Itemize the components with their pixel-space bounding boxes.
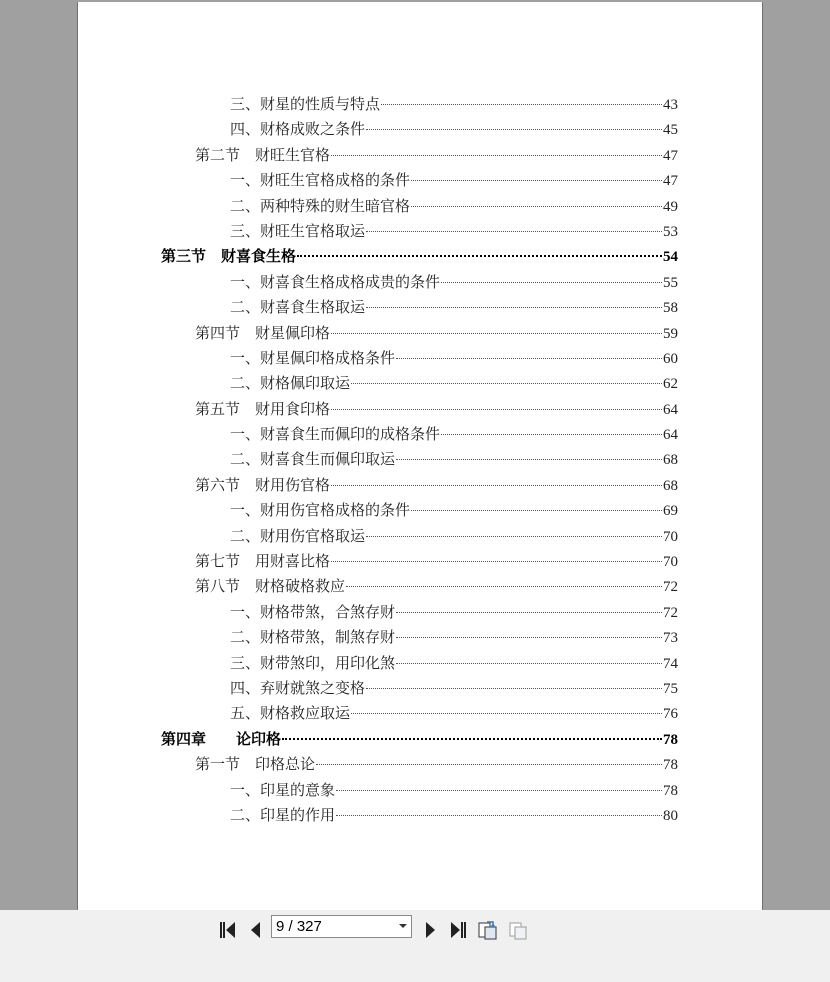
dot-leader <box>351 383 662 384</box>
dot-leader <box>411 510 662 511</box>
toc-entry[interactable] <box>78 625 762 650</box>
dot-leader <box>396 358 662 359</box>
toc-entry[interactable] <box>78 92 762 117</box>
dot-leader <box>441 434 662 435</box>
toc-entry[interactable] <box>78 651 762 676</box>
rotate-page-button[interactable] <box>476 918 500 942</box>
toc-entry-title: 一、财星佩印格成格条件 <box>230 348 396 367</box>
dot-leader <box>331 485 662 486</box>
toc-entry-page-number: 74 <box>663 655 678 672</box>
toc-entry[interactable] <box>78 447 762 472</box>
dot-leader <box>331 409 662 410</box>
toc-entry[interactable] <box>78 727 762 752</box>
toc-entry[interactable] <box>78 778 762 803</box>
toc-entry-title: 第六节 财用伤官格 <box>195 475 331 494</box>
toc-entry-title: 一、财喜食生格成格成贵的条件 <box>230 272 441 291</box>
toc-entry-title: 二、财格佩印取运 <box>230 374 351 393</box>
toc-entry-page-number: 76 <box>663 706 678 723</box>
toc-entry-page-number: 78 <box>663 731 678 748</box>
dot-leader <box>396 612 662 613</box>
toc-entry-page-number: 70 <box>663 528 678 545</box>
toc-entry[interactable] <box>78 803 762 828</box>
toc-entry-page-number: 69 <box>663 503 678 520</box>
toc-entry[interactable] <box>78 549 762 574</box>
toc-entry[interactable] <box>78 498 762 523</box>
toc-entry-page-number: 80 <box>663 807 678 824</box>
toc-entry-title: 四、弃财就煞之变格 <box>230 678 366 697</box>
dot-leader <box>366 536 662 537</box>
toc-entry-page-number: 60 <box>663 350 678 367</box>
dot-leader <box>411 206 662 207</box>
first-page-icon <box>218 920 238 940</box>
page-selector[interactable] <box>271 915 412 938</box>
toc-entry-page-number: 75 <box>663 680 678 697</box>
toc-entry-title: 一、财旺生官格成格的条件 <box>230 171 411 190</box>
toc-entry-page-number: 68 <box>663 477 678 494</box>
toc-entry-title: 第二节 财旺生官格 <box>195 145 331 164</box>
dot-leader <box>441 282 662 283</box>
toc-entry[interactable] <box>78 194 762 219</box>
toc-entry[interactable] <box>78 219 762 244</box>
toc-entry-title: 二、两种特殊的财生暗官格 <box>230 196 411 215</box>
toc-entry-page-number: 68 <box>663 452 678 469</box>
toc-entry-page-number: 55 <box>663 274 678 291</box>
toc-entry[interactable] <box>78 676 762 701</box>
toc-entry-page-number: 54 <box>663 249 678 266</box>
dot-leader <box>396 459 662 460</box>
toc-entry-title: 一、印星的意象 <box>230 780 336 799</box>
dot-leader <box>336 790 662 791</box>
toc-entry-title: 五、财格救应取运 <box>230 704 351 723</box>
toc-entry-title: 二、财喜食生格取运 <box>230 298 366 317</box>
toc-entry-title: 四、财格成败之条件 <box>230 120 366 139</box>
toc-entry-title: 一、财用伤官格成格的条件 <box>230 501 411 520</box>
rotate-page-icon <box>477 919 499 941</box>
toc-entry-title: 一、财喜食生而佩印的成格条件 <box>230 425 441 444</box>
toc-entry-title: 第五节 财用食印格 <box>195 399 331 418</box>
toc-entry-page-number: 78 <box>663 782 678 799</box>
toc-entry-title: 二、印星的作用 <box>230 805 336 824</box>
dot-leader <box>331 155 662 156</box>
toc-entry-page-number: 73 <box>663 630 678 647</box>
toc-entry-page-number: 70 <box>663 554 678 571</box>
dot-leader <box>316 764 662 765</box>
toc-entry-title: 第八节 财格破格救应 <box>195 577 346 596</box>
toc-entry-page-number: 62 <box>663 376 678 393</box>
toc-entry[interactable] <box>78 701 762 726</box>
last-page-icon <box>448 920 468 940</box>
toc-entry-title: 第三节 财喜食生格 <box>161 247 297 266</box>
toc-entry-title: 三、财旺生官格取运 <box>230 221 366 240</box>
toc-entry-page-number: 72 <box>663 604 678 621</box>
toc-entry-page-number: 59 <box>663 325 678 342</box>
chevron-down-icon <box>399 924 407 928</box>
toc-entry-page-number: 78 <box>663 757 678 774</box>
dot-leader <box>282 738 662 740</box>
previous-page-button[interactable] <box>244 918 268 942</box>
page-view-button[interactable] <box>506 918 530 942</box>
toc-entry-title: 第七节 用财喜比格 <box>195 552 331 571</box>
next-page-icon <box>420 920 440 940</box>
toc-entry[interactable] <box>78 117 762 142</box>
dot-leader <box>366 307 662 308</box>
toc-entry-title: 二、财格带煞，制煞存财 <box>230 628 396 647</box>
dot-leader <box>396 637 662 638</box>
toc-entry-page-number: 64 <box>663 401 678 418</box>
toc-entry-page-number: 53 <box>663 223 678 240</box>
toc-entry[interactable] <box>78 244 762 269</box>
toc-entry[interactable] <box>78 346 762 371</box>
dot-leader <box>331 561 662 562</box>
toc-entry[interactable] <box>78 143 762 168</box>
table-of-contents <box>78 92 762 828</box>
toc-entry-page-number: 72 <box>663 579 678 596</box>
toc-entry[interactable] <box>78 752 762 777</box>
toc-entry-title: 二、财用伤官格取运 <box>230 526 366 545</box>
toc-entry-page-number: 47 <box>663 147 678 164</box>
toc-entry-page-number: 64 <box>663 427 678 444</box>
dot-leader <box>366 129 662 130</box>
toc-entry[interactable] <box>78 270 762 295</box>
toc-entry[interactable] <box>78 422 762 447</box>
last-page-button[interactable] <box>446 918 470 942</box>
toc-entry[interactable] <box>78 321 762 346</box>
toc-entry-page-number: 47 <box>663 173 678 190</box>
toc-entry-page-number: 58 <box>663 300 678 317</box>
page-indicator: 9 / 327 <box>276 918 322 935</box>
toc-entry[interactable] <box>78 600 762 625</box>
document-page <box>77 2 763 910</box>
dot-leader <box>366 231 662 232</box>
toc-entry-title: 三、财星的性质与特点 <box>230 95 381 113</box>
toc-entry-title: 一、财格带煞，合煞存财 <box>230 602 396 621</box>
toc-entry-page-number: 43 <box>663 97 678 113</box>
toc-entry-page-number: 45 <box>663 122 678 139</box>
toc-entry[interactable] <box>78 574 762 599</box>
toc-entry-title: 第四章 论印格 <box>161 729 282 748</box>
dot-leader <box>366 688 662 689</box>
toc-entry[interactable] <box>78 168 762 193</box>
toc-entry-title: 第四节 财星佩印格 <box>195 323 331 342</box>
page-view-icon <box>507 919 529 941</box>
dot-leader <box>297 255 662 257</box>
previous-page-icon <box>246 920 266 940</box>
dot-leader <box>346 586 662 587</box>
navigation-toolbar <box>0 910 830 982</box>
dot-leader <box>411 180 662 181</box>
toc-entry[interactable] <box>78 473 762 498</box>
toc-entry-title: 第一节 印格总论 <box>195 755 316 774</box>
toc-entry[interactable] <box>78 371 762 396</box>
toc-entry[interactable] <box>78 524 762 549</box>
dot-leader <box>396 663 662 664</box>
next-page-button[interactable] <box>418 918 442 942</box>
toc-entry-page-number: 49 <box>663 198 678 215</box>
first-page-button[interactable] <box>216 918 240 942</box>
dot-leader <box>351 713 662 714</box>
dot-leader <box>336 815 662 816</box>
dot-leader <box>331 333 662 334</box>
toc-entry-title: 二、财喜食生而佩印取运 <box>230 450 396 469</box>
toc-entry[interactable] <box>78 397 762 422</box>
dot-leader <box>381 104 662 105</box>
toc-entry[interactable] <box>78 295 762 320</box>
toc-entry-title: 三、财带煞印，用印化煞 <box>230 653 396 672</box>
